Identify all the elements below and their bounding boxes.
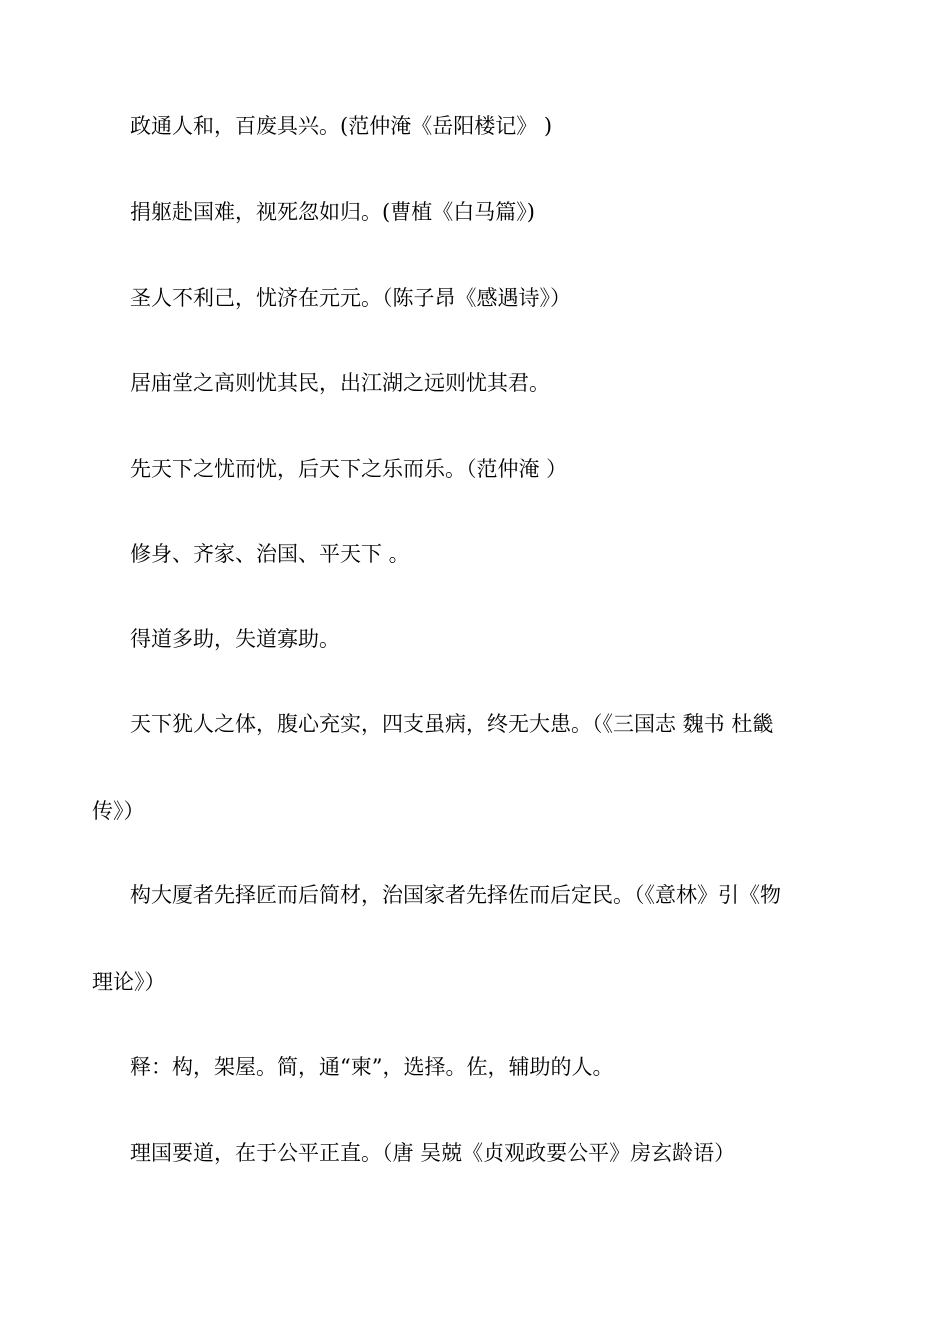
text-line: 捐躯赴国难，视死忽如归。(曹植《白马篇》) — [130, 200, 535, 224]
text-line: 构大厦者先择匠而后简材，治国家者先择佐而后定民。（《意林》引《物 — [130, 883, 781, 907]
text-line: 得道多助，失道寡助。 — [130, 627, 340, 651]
text-line: 理论》） — [92, 970, 166, 994]
text-line: 圣人不利己，忧济在元元。（陈子昂《感遇诗》） — [130, 286, 571, 310]
text-line: 政通人和，百废具兴。(范仲淹《岳阳楼记》 ) — [130, 114, 553, 138]
text-line: 先天下之忧而忧，后天下之乐而乐。（范仲淹 ） — [130, 457, 568, 481]
text-line: 天下犹人之体，腹心充实，四支虽病，终无大患。（《三国志 魏书 杜畿 — [130, 712, 774, 736]
text-line: 理国要道，在于公平正直。（唐 吴兢《贞观政要公平》房玄龄语） — [130, 1141, 736, 1165]
text-line: 居庙堂之高则忧其民，出江湖之远则忧其君。 — [130, 371, 550, 395]
text-line: 释：构，架屋。简，通“柬”，选择。佐，辅助的人。 — [130, 1055, 614, 1079]
text-line: 传》） — [92, 799, 145, 823]
text-line: 修身、齐家、治国、平天下 。 — [130, 542, 410, 566]
